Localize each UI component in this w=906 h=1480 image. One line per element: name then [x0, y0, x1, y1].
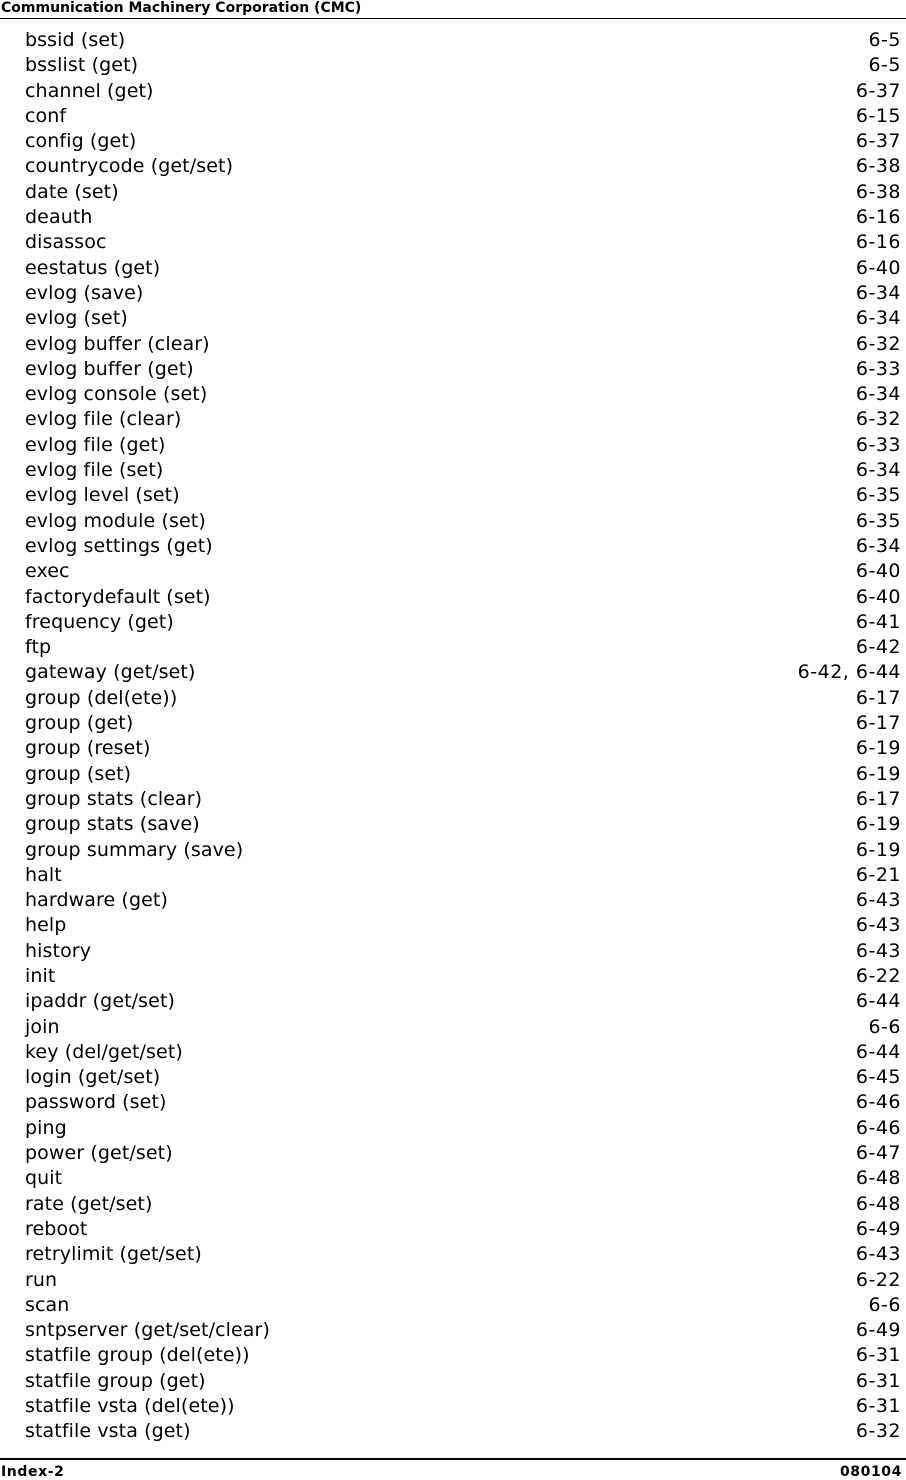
page-footer: [0, 1458, 906, 1480]
index-page-ref: 6-49: [855, 1319, 901, 1342]
index-term: power (get/set): [25, 1142, 173, 1165]
index-term: config (get): [25, 130, 137, 153]
index-term: reboot: [25, 1217, 88, 1240]
index-entry: [25, 1090, 901, 1115]
index-page-ref: 6-31: [855, 1395, 901, 1418]
index-term: bssid (set): [25, 29, 126, 51]
index-page-ref: 6-40: [855, 585, 901, 608]
index-term: evlog buffer (clear): [25, 332, 210, 355]
index-entry: [25, 888, 901, 913]
index-term: login (get/set): [25, 1066, 161, 1089]
index-page-ref: 6-19: [855, 737, 901, 760]
index-term: statfile vsta (del(ete)): [25, 1395, 235, 1418]
footer-date-code: 080104: [839, 1464, 902, 1480]
index-entry: [25, 230, 901, 255]
index-page-ref: 6-33: [855, 433, 901, 456]
index-entry: [25, 306, 901, 331]
index-term: eestatus (get): [25, 256, 161, 279]
index-page-ref: 6-43: [855, 914, 901, 937]
index-term: group (get): [25, 712, 134, 735]
index-entry: [25, 1343, 901, 1368]
index-term: evlog file (get): [25, 433, 166, 456]
index-page-ref: 6-22: [855, 964, 901, 987]
index-term: key (del/get/set): [25, 1040, 183, 1063]
index-page-ref: 6-40: [855, 560, 901, 583]
index-page-ref: 6-34: [855, 307, 901, 330]
index-entry: [25, 1166, 901, 1191]
index-entry: [25, 357, 901, 382]
index-page-ref: 6-19: [855, 813, 901, 836]
index-term: scan: [25, 1293, 70, 1316]
index-entry: [25, 79, 901, 104]
index-entry: [25, 205, 901, 230]
index-entry: [25, 1192, 901, 1217]
index-term: group stats (clear): [25, 787, 203, 810]
index-page-ref: 6-16: [855, 231, 901, 254]
index-entry: [25, 1318, 901, 1343]
index-term: hardware (get): [25, 889, 168, 912]
index-page-ref: 6-45: [855, 1066, 901, 1089]
index-term: run: [25, 1268, 58, 1291]
index-page-ref: 6-41: [855, 610, 901, 633]
index-entry: [25, 1369, 901, 1394]
index-page-ref: 6-46: [855, 1116, 901, 1139]
index-page-ref: 6-38: [855, 155, 901, 178]
index-term: evlog level (set): [25, 484, 180, 507]
index-entry: [25, 660, 901, 685]
index-term: rate (get/set): [25, 1192, 153, 1215]
index-term: group (set): [25, 762, 132, 785]
index-entry: [25, 256, 901, 281]
index-list: [25, 28, 901, 1445]
index-page-ref: 6-49: [855, 1217, 901, 1240]
index-entry: [25, 736, 901, 761]
index-term: evlog file (clear): [25, 408, 182, 431]
index-term: frequency (get): [25, 610, 174, 633]
index-page-ref: 6-17: [855, 787, 901, 810]
index-page-ref: 6-31: [855, 1344, 901, 1367]
index-entry: [25, 180, 901, 205]
index-page-ref: 6-48: [855, 1167, 901, 1190]
index-entry: [25, 1040, 901, 1065]
index-entry: [25, 407, 901, 432]
index-term: evlog file (set): [25, 459, 164, 482]
index-page-ref: 6-44: [855, 990, 901, 1013]
index-entry: [25, 686, 901, 711]
index-page-ref: 6-19: [855, 762, 901, 785]
index-entry: [25, 812, 901, 837]
index-term: gateway (get/set): [25, 661, 196, 684]
index-entry: [25, 104, 901, 129]
index-term: countrycode (get/set): [25, 155, 234, 178]
index-entry: [25, 1116, 901, 1141]
index-entry: [25, 559, 901, 584]
index-term: group (reset): [25, 737, 151, 760]
index-page-ref: 6-34: [855, 281, 901, 304]
index-entry: [25, 534, 901, 559]
index-entry: [25, 281, 901, 306]
index-page-ref: 6-16: [855, 206, 901, 229]
index-term: statfile vsta (get): [25, 1420, 191, 1443]
index-term: group (del(ete)): [25, 686, 178, 709]
index-entry: [25, 635, 901, 660]
index-entry: [25, 939, 901, 964]
index-term: password (set): [25, 1091, 167, 1114]
index-term: ping: [25, 1116, 67, 1139]
index-entry: [25, 964, 901, 989]
index-page-ref: 6-43: [855, 889, 901, 912]
index-page-ref: 6-34: [855, 534, 901, 557]
index-term: quit: [25, 1167, 63, 1190]
index-entry: [25, 332, 901, 357]
index-page-ref: 6-32: [855, 332, 901, 355]
index-term: evlog (set): [25, 307, 128, 330]
index-entry: [25, 509, 901, 534]
index-term: exec: [25, 560, 70, 583]
index-entry: [25, 28, 901, 53]
index-term: retrylimit (get/set): [25, 1243, 202, 1266]
index-page-ref: 6-32: [855, 1420, 901, 1443]
index-page-ref: 6-43: [855, 939, 901, 962]
index-page-ref: 6-31: [855, 1369, 901, 1392]
index-entry: [25, 711, 901, 736]
index-entry: [25, 989, 901, 1014]
index-page-ref: 6-5: [868, 29, 901, 51]
index-entry: [25, 433, 901, 458]
index-page-ref: 6-5: [868, 54, 901, 77]
index-page-ref: 6-32: [855, 408, 901, 431]
index-page-ref: 6-47: [855, 1142, 901, 1165]
index-page-ref: 6-15: [855, 104, 901, 127]
index-page-ref: 6-44: [855, 1040, 901, 1063]
index-page-ref: 6-34: [855, 459, 901, 482]
index-entry: [25, 53, 901, 78]
index-term: evlog buffer (get): [25, 357, 194, 380]
index-term: bsslist (get): [25, 54, 139, 77]
index-page-ref: 6-6: [868, 1015, 901, 1038]
index-term: group summary (save): [25, 838, 244, 861]
index-page-ref: 6-17: [855, 712, 901, 735]
index-entry: [25, 1394, 901, 1419]
index-term: disassoc: [25, 231, 107, 254]
index-term: date (set): [25, 180, 119, 203]
index-entry: [25, 382, 901, 407]
index-term: evlog console (set): [25, 383, 208, 406]
index-page-ref: 6-35: [855, 484, 901, 507]
index-page-ref: 6-17: [855, 686, 901, 709]
index-entry: [25, 838, 901, 863]
index-page-ref: 6-35: [855, 509, 901, 532]
index-entry: [25, 154, 901, 179]
index-page-ref: 6-43: [855, 1243, 901, 1266]
index-entry: [25, 458, 901, 483]
index-term: factorydefault (set): [25, 585, 211, 608]
index-entry: [25, 787, 901, 812]
index-term: history: [25, 939, 92, 962]
header-title: Communication Machinery Corporation (CMC): [1, 0, 362, 16]
index-entry: [25, 1293, 901, 1318]
index-term: deauth: [25, 206, 93, 229]
index-term: channel (get): [25, 79, 154, 102]
index-page-ref: 6-38: [855, 180, 901, 203]
index-page-ref: 6-48: [855, 1192, 901, 1215]
index-term: evlog module (set): [25, 509, 206, 532]
index-term: evlog settings (get): [25, 534, 213, 557]
index-entry: [25, 863, 901, 888]
index-term: sntpserver (get/set/clear): [25, 1319, 270, 1342]
index-page-ref: 6-42: [855, 636, 901, 659]
index-page-ref: 6-21: [855, 863, 901, 886]
index-entry: [25, 1015, 901, 1040]
index-page-ref: 6-19: [855, 838, 901, 861]
index-page-ref: 6-22: [855, 1268, 901, 1291]
index-page-ref: 6-33: [855, 357, 901, 380]
index-entry: [25, 762, 901, 787]
index-term: ipaddr (get/set): [25, 990, 176, 1013]
index-page-ref: 6-46: [855, 1091, 901, 1114]
index-entry: [25, 610, 901, 635]
index-term: ftp: [25, 636, 52, 659]
index-page-ref: 6-37: [855, 130, 901, 153]
index-term: group stats (save): [25, 813, 200, 836]
index-page-ref: 6-6: [868, 1293, 901, 1316]
index-term: init: [25, 964, 56, 987]
index-entry: [25, 913, 901, 938]
index-term: join: [25, 1015, 60, 1038]
index-entry: [25, 1242, 901, 1267]
page-header: [0, 0, 906, 19]
index-term: halt: [25, 863, 62, 886]
index-term: statfile group (get): [25, 1369, 206, 1392]
index-entry: [25, 129, 901, 154]
index-page-ref: 6-34: [855, 383, 901, 406]
index-term: evlog (save): [25, 281, 144, 304]
index-entry: [25, 483, 901, 508]
index-term: statfile group (del(ete)): [25, 1344, 250, 1367]
index-term: conf: [25, 104, 67, 127]
index-page-ref: 6-42, 6-44: [797, 661, 901, 684]
index-entry: [25, 1065, 901, 1090]
index-term: help: [25, 914, 67, 937]
index-entry: [25, 585, 901, 610]
index-entry: [25, 1141, 901, 1166]
index-page-ref: 6-37: [855, 79, 901, 102]
index-entry: [25, 1217, 901, 1242]
index-entry: [25, 1268, 901, 1293]
index-entry: [25, 1419, 901, 1444]
index-page-ref: 6-40: [855, 256, 901, 279]
footer-page-label: Index-2: [1, 1464, 65, 1480]
